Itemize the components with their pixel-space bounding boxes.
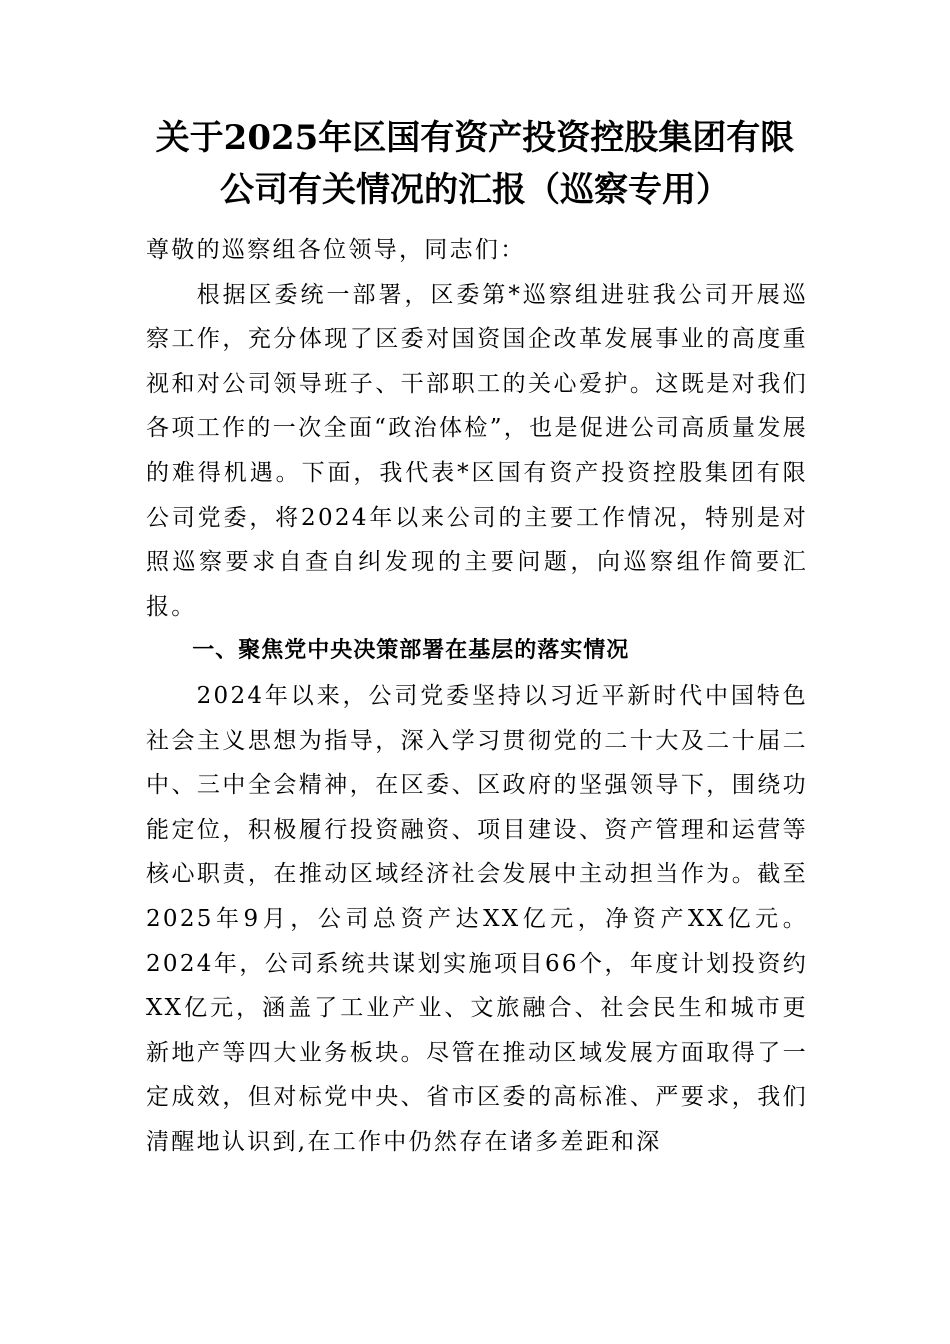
section-heading-1: 一、聚焦党中央决策部署在基层的落实情况: [192, 638, 630, 664]
salutation: 尊敬的巡察组各位领导，同志们：: [146, 237, 526, 263]
title-line-2: 公司有关情况的汇报（巡察专用）: [220, 170, 730, 210]
paragraph-section-1: 2024年以来，公司党委坚持以习近平新时代中国特色社会主义思想为指导，深入学习贯彻党的二十大及二十届二中、三中全会精神，在区委、区政府的坚强领导下，围绕功能定位，积极履行投资融资、项目建设、资产管理和运营等核心职责，在推动区域经济社会发展中主动担当作为。截至2025年9月，公司总资产达XX亿元，净资产XX亿元。2024年，公司系统共谋划实施项目66个，年度计划投资约XX亿元，涵盖了工业产业、文旅融合、社会民生和城市更新地产等四大业务板块。尽管在推动区域发展方面取得了一定成效，但对标党中央、省市区委的高标准、严要求，我们清醒地认识到,在工作中仍然存在诸多差距和深: [146, 682, 808, 1155]
paragraph-intro: 根据区委统一部署，区委第*巡察组进驻我公司开展巡察工作，充分体现了区委对国资国企改革发展事业的高度重视和对公司领导班子、干部职工的关心爱护。这既是对我们各项工作的一次全面“政治体检”，也是促进公司高质量发展的难得机遇。下面，我代表*区国有资产投资控股集团有限公司党委，将2024年以来公司的主要工作情况，特别是对照巡察要求自查自纠发现的主要问题，向巡察组作简要汇报。: [146, 281, 808, 620]
title-line-1: 关于2025年区国有资产投资控股集团有限: [155, 118, 795, 158]
document-title: [120, 112, 830, 216]
document-body: [146, 228, 808, 1164]
